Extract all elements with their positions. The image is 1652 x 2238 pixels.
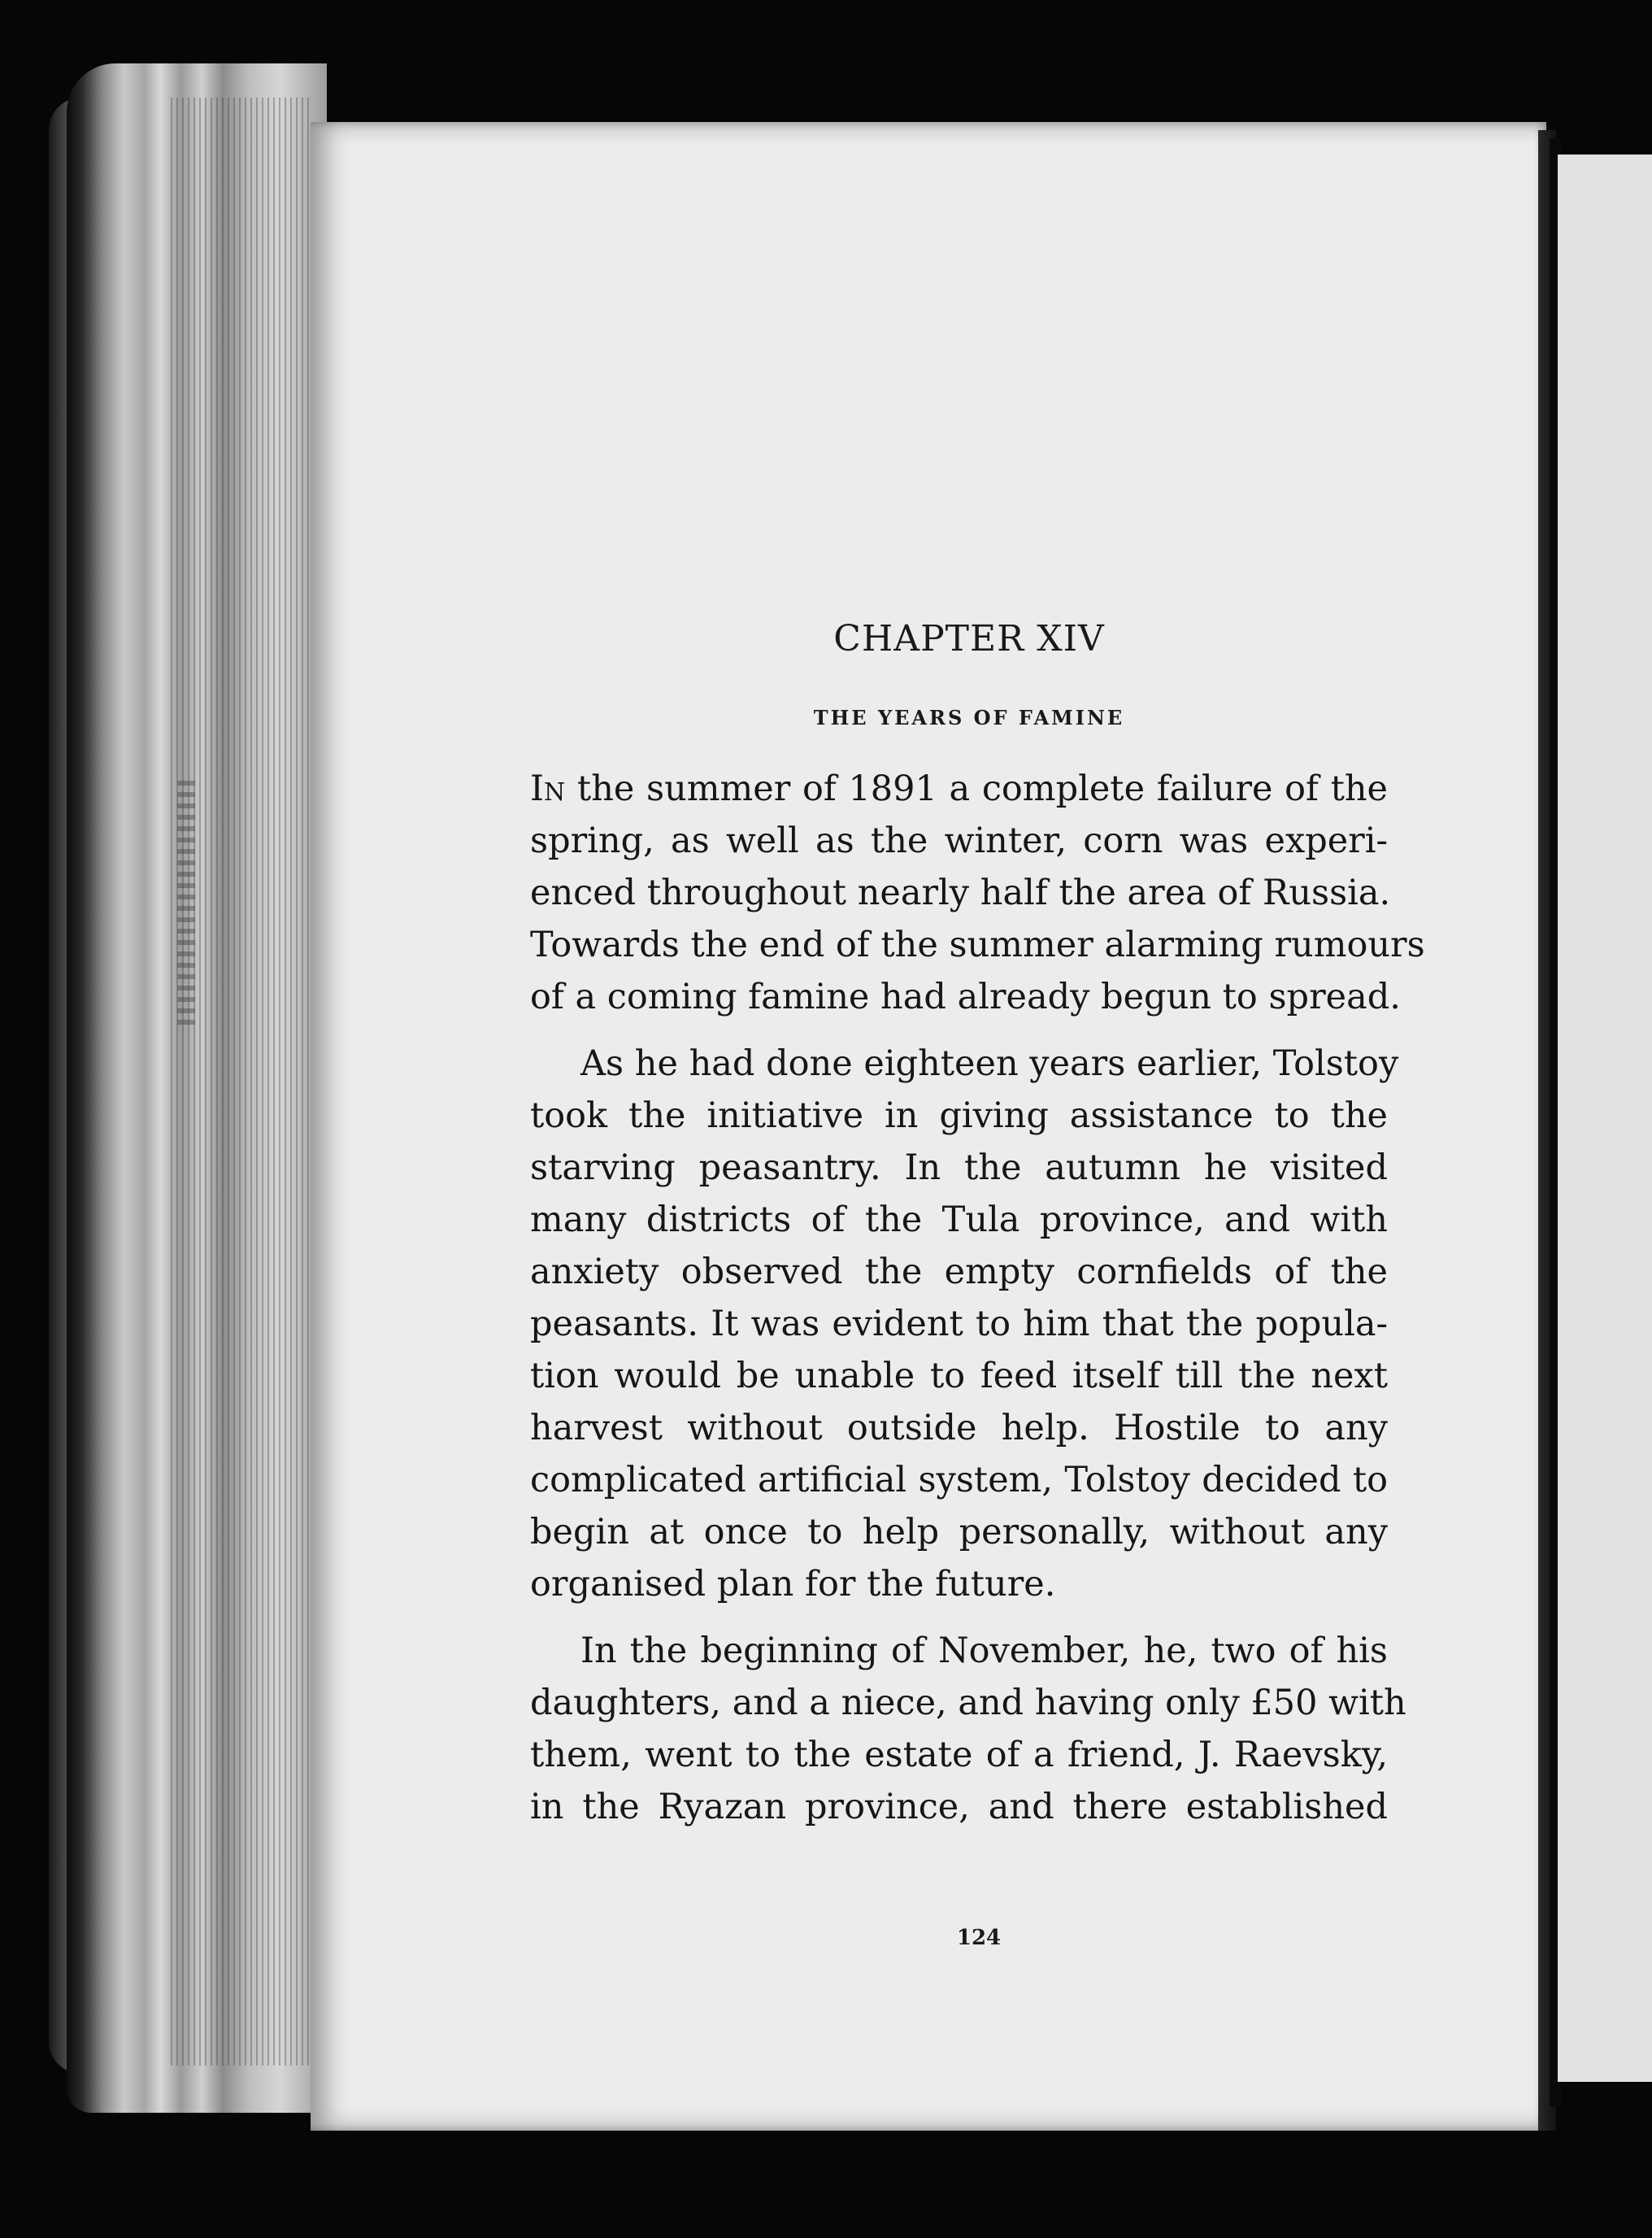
text-line: starving peasantry. In the autumn he visited	[530, 1147, 1388, 1188]
text-line: many districts of the Tula province, and with	[530, 1200, 1388, 1240]
facing-page	[1558, 155, 1652, 2082]
text-line: complicated artificial system, Tolstoy decided to	[530, 1460, 1388, 1500]
body-text	[530, 763, 1425, 1848]
text-line: spring, as well as the winter, corn was experi-	[530, 821, 1388, 861]
text-line: daughters, and a niece, and having only £50 with	[530, 1683, 1406, 1723]
paragraph-3	[530, 1625, 1406, 1833]
text-line: Towards the end of the summer alarming rumours	[530, 925, 1425, 965]
text-line: them, went to the estate of a friend, J. Raevsky,	[530, 1735, 1388, 1775]
chapter-title: CHAPTER XIV	[833, 618, 1105, 660]
book-page	[311, 122, 1546, 2131]
paragraph-2	[530, 1038, 1399, 1610]
spine-lettering	[177, 781, 195, 1025]
text-line	[530, 763, 1388, 815]
text-line: In the beginning of November, he, two of his	[580, 1631, 1388, 1671]
text-line: enced throughout nearly half the area of Russia.	[530, 873, 1391, 913]
text-line: harvest without outside help. Hostile to any	[530, 1408, 1388, 1448]
text-line: anxiety observed the empty cornfields of the	[530, 1252, 1388, 1292]
text-line: in the Ryazan province, and there established	[530, 1787, 1388, 1827]
page-number: 124	[956, 1926, 1002, 1950]
text-line: peasants. It was evident to him that the popula-	[530, 1304, 1388, 1344]
drop-word: In	[530, 768, 566, 809]
text-line: begin at once to help personally, without any	[530, 1512, 1388, 1552]
text-line: tion would be unable to feed itself till the next	[530, 1356, 1388, 1396]
paragraph-1	[530, 763, 1425, 1023]
text-line-rest: the summer of 1891 a complete failure of the	[565, 768, 1388, 809]
text-line: As he had done eighteen years earlier, Tolstoy	[580, 1043, 1399, 1084]
text-line: took the initiative in giving assistance to the	[530, 1095, 1388, 1136]
chapter-subtitle: THE YEARS OF FAMINE	[813, 706, 1125, 729]
text-line: of a coming famine had already begun to spread.	[530, 977, 1401, 1017]
page-stack-lines	[171, 98, 309, 2066]
text-line: organised plan for the future.	[530, 1564, 1056, 1604]
